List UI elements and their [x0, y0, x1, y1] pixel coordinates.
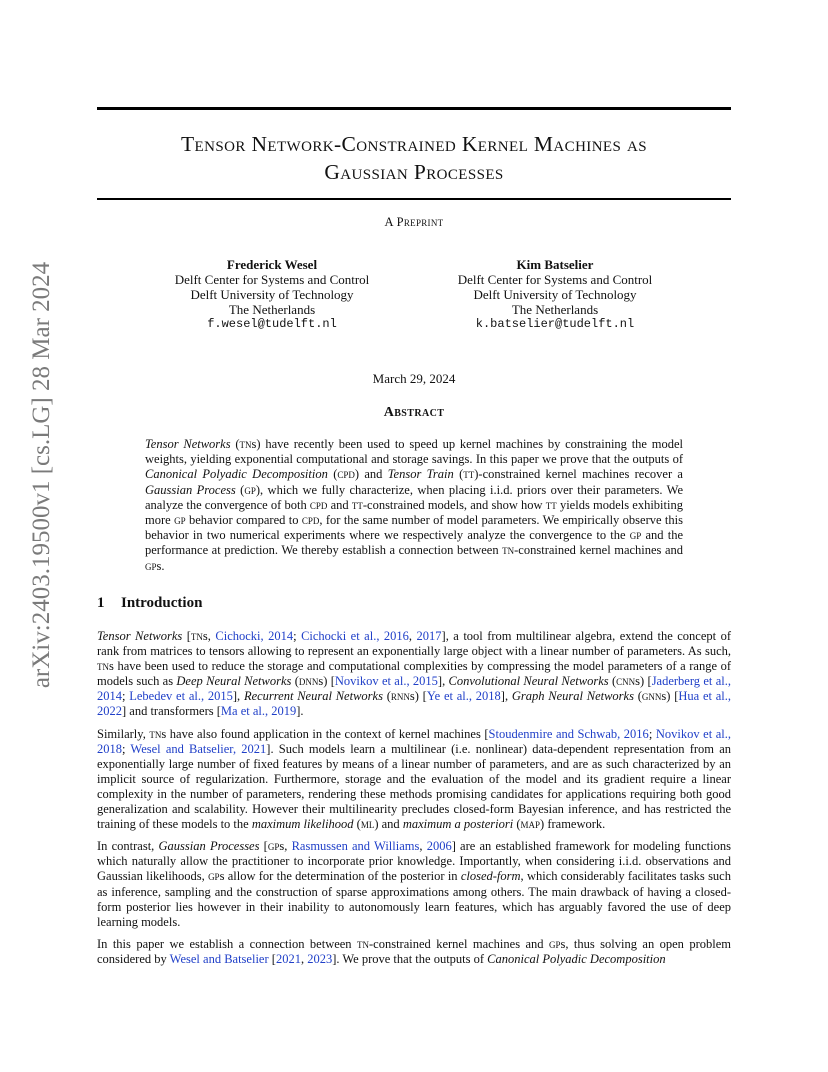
section-title: Introduction: [121, 595, 203, 611]
citation-link[interactable]: 2006: [426, 839, 452, 854]
citation-link[interactable]: Ye et al., 2018: [426, 689, 501, 704]
citation-link[interactable]: Rasmussen and Williams: [291, 839, 420, 854]
paragraph-2: Similarly, tns have also found application in the context of kernel machines [Stoudenmire and Schwab, 2016; Novikov et al., 2018; Wesel and Batselier, 2021]. Such models learn a multilinear (i.e. nonlinear) data-dependent representation from an exponentially large number of fixed features by means of a linear number of parameters, and are as such characterized by an implicit source of regularization. Furthermore, storage and the evaluation of the model and its gradient require a linear complexity in the number of parameters, rendering these methods promising candidates for applications requiring both good generalization and scalability. However their multilinearity precludes closed-form Bayesian inference, and has restricted the training of these models to the maximum likelihood (ml) and maximum a posteriori (map) framework.: [97, 726, 731, 832]
citation-link[interactable]: Cichocki et al., 2016: [301, 629, 409, 643]
paragraph-4: In this paper we establish a connection between tn-constrained kernel machines and gps, thus solving an open problem considered by Wesel and Batselier [2021, 2023]. We prove that the outputs of Canonical Polyadic Decomposition: [97, 936, 732, 966]
section-number: 1: [97, 595, 105, 611]
abstract-heading: Abstract: [383, 405, 445, 420]
citation-link[interactable]: Stoudenmire and Schwab, 2016: [488, 726, 649, 741]
author-block-wesel: [142, 257, 402, 332]
section-heading-introduction: [97, 595, 202, 612]
author-affiliation: Delft Center for Systems and Control: [457, 272, 653, 287]
preprint-label: A Preprint: [384, 215, 444, 229]
paper-title-line-2: Gaussian Processes: [324, 160, 504, 184]
citation-link[interactable]: 2023: [307, 951, 333, 966]
citation-link[interactable]: Wesel and Batselier: [169, 951, 269, 966]
citation-link[interactable]: Jaderberg et al., 2014: [97, 674, 731, 704]
author-email[interactable]: k.batselier@tudelft.nl: [475, 317, 635, 331]
citation-link[interactable]: Ma et al., 2019: [220, 704, 297, 719]
author-block-batselier: [425, 257, 685, 332]
title-bottom-rule: [97, 198, 731, 200]
abstract-text: Tensor Networks (tns) have recently been used to speed up kernel machines by constraining the model weights, yielding exponential computational and storage savings. In this paper we prove that the outputs of Canonical Polyadic Decomposition (cpd) and Tensor Train (tt)-constrained kernel machines recover a Gaussian Process (gp), which we fully characterize, when placing i.i.d. priors over their parameters. We analyze the convergence of both cpd and tt-constrained models, and show how tt yields models exhibiting more gp behavior compared to cpd, for the same number of model parameters. We empirically observe this behavior in two numerical experiments where we respectively analyze the convergence to the gp and the performance at prediction. We thereby establish a connection between tn-constrained kernel machines and gps.: [145, 437, 684, 573]
citation-link[interactable]: Novikov et al., 2018: [97, 726, 731, 756]
citation-link[interactable]: Hua et al., 2022: [97, 689, 732, 719]
arxiv-sidebar-stamp: arXiv:2403.19500v1 [cs.LG] 28 Mar 2024: [28, 261, 55, 689]
author-email[interactable]: f.wesel@tudelft.nl: [207, 317, 337, 331]
author-country: The Netherlands: [228, 302, 316, 317]
citation-link[interactable]: 2017: [416, 629, 442, 643]
citation-link[interactable]: Lebedev et al., 2015: [129, 689, 233, 704]
citation-link[interactable]: Novikov et al., 2015: [334, 674, 438, 689]
paper-title-line-1: Tensor Network-Constrained Kernel Machines as: [181, 132, 647, 156]
author-university: Delft University of Technology: [190, 287, 354, 302]
citation-link[interactable]: Wesel and Batselier, 2021: [130, 741, 267, 756]
introduction-body: [97, 629, 731, 974]
author-university: Delft University of Technology: [473, 287, 637, 302]
paragraph-1: Tensor Networks [tns, Cichocki, 2014; Cichocki et al., 2016, 2017], a tool from multilinear algebra, extend the concept of rank from matrices to tensors allowing to represent an exponentially large object with a linear number of parameters. As such, tns have been used to reduce the storage and computational complexities by compressing the model parameters of a range of models such as Deep Neural Networks (dnns) [Novikov et al., 2015], Convolutional Neural Networks (cnns) [Jaderberg et al., 2014; Lebedev et al., 2015], Recurrent Neural Networks (rnns) [Ye et al., 2018], Graph Neural Networks (gnns) [Hua et al., 2022] and transformers [Ma et al., 2019].: [97, 629, 732, 719]
author-name: Frederick Wesel: [226, 257, 318, 272]
author-affiliation: Delft Center for Systems and Control: [174, 272, 370, 287]
paper-date: March 29, 2024: [372, 371, 456, 386]
title-top-rule: [97, 107, 731, 110]
paragraph-3: In contrast, Gaussian Processes [gps, Rasmussen and Williams, 2006] are an established framework for modeling functions which naturally allow the practitioner to incorporate prior knowledge. Importantly, when considering i.i.d. observations and Gaussian likelihoods, gps allow for the determination of the posterior in closed-form, which considerably facilitates tasks such as inference, sampling and the construction of sparse approximations among others. The main drawback of having a closed-form posterior lies however in their inability to autonomously learn features, which has arguably favored the use of deep learning models.: [97, 839, 731, 929]
citation-link[interactable]: Cichocki, 2014: [215, 629, 294, 643]
author-name: Kim Batselier: [516, 257, 594, 272]
author-country: The Netherlands: [511, 302, 599, 317]
citation-link[interactable]: 2021: [275, 951, 301, 966]
